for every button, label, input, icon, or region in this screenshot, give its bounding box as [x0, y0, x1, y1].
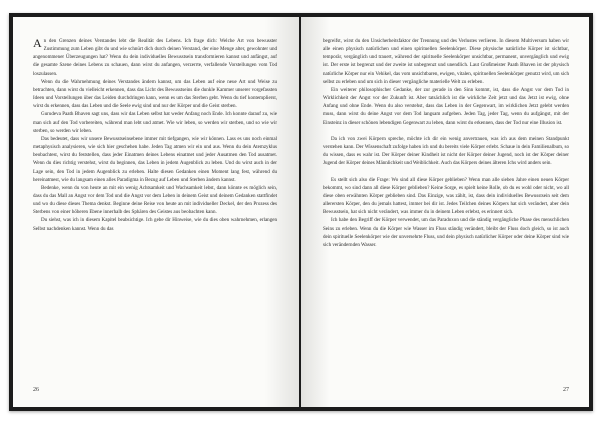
right-paragraph: Ein weiterer philosophischer Gedanke, der zur gerade in den Sinn kommt, ist, dass die Angst vor dem Tod in Wirklichkeit der Angst vor der Zukunft ist. Aber tatsächlich ist die wirkliche Zeit jetzt und das Jetzt ist ewig, ohne Anfang und ohne Ende. Wenn du also verstehst, dass das Leben in der Gegenwart, im wirklichen Jetzt gelebt werden muss, dann wirst du deine Angst vor dem Tod langsam aufgeben. Jeden Tag, jeder Tag, wenn du aufgängst, mit der Einsteinz in dieser schönen lebendigen Gegenwart zu leben, dann wirst du erkennen, dass der Tod nur eine Illusion ist.	[323, 86, 569, 126]
left-paragraph-1-text: n den Grenzen deines Verstandes lebt die Realität des Lebens. Ich frage dich: Welche Art von bewusster Zustimmung zum Leben gibt du und wie schnürt dich durch deinen Verstand, der eine Menge alter, gewohnter und angenommener Überzeugungen hat? Wenn du dein individuelles Bewusstsein transformieren kannst und anfängst, auf die gesamte Szene deines Lebens zu schauen, dann wirst du anfangen, verzerrte, verfallende Vorstellungen vom Tod loszulassen.	[33, 38, 277, 77]
book-spread	[9, 13, 593, 411]
right-page-number: 27	[563, 387, 569, 393]
right-paragraph: Da ich von zwei Körpern spreche, möchte ich dir ein wenig anvertrauen, was ich aus dem meinen Standpunkt verstehen kann. Der Wissenschaft zufolge haben ich und du bereits viele Körper erlebt. Schaue in dein Familienalbum, so du wissen, dass es wahr ist. Der Körper deiner Kindheit ist nicht der Körper deiner Jugend, noch ist der Körper deiner Jugend der Körper deines Männlichkeit und Weiblichkeit. Auch das Körpers deines älteren Ichs wird anders sein.	[323, 135, 569, 167]
left-paragraph: Das bedeutet, dass wir unsere Bewusstseinsebene immer mit tiefgangen, wie wir können. Lass es uns noch einmal metaphysisch analysieren, wie sich hier geschehen habe. Jeden Tag atmen wir ein und aus. Wenn du dein Atemzyklus beobachtest, wirst du feststellen, dass jeder Einatmen deines Lebens einatmet und jeder Ausatmen den Tod ausatmet. Wenn du dies richtig verstehst, wirst du beginnen, das Leben in jedem Augenblick zu leben. Und du wirst auch in der Lage sein, den Tod in jedem Augenblick zu erleben. Halte diesen Gedanken einen Moment lang fest, während du hereinatmest, wie du langsam einen alles Paradigma in Bezug auf Leben und Sterben ändern kannst.	[33, 135, 277, 183]
left-paragraph: Wenn du die Wahrnehmung deines Verstandes ändern kannst, um das Leben auf eine neue Art und Weise zu betrachten, dann wirst du vielleicht erkennen, dass das Licht des Bewusstseins die dunkle Kammer unserer vorgefassten Ideen und Vorstellungen über das Leiden durchdringen kann, wenn es um das Sterben geht. Wenn du tief kontemplierst, wirst du erkennen, dass das Leben und die Seele ewig sind und nur der Körper und die Geist sterben.	[33, 78, 277, 110]
right-paragraph: Ich habe den Begriff der Körper verwendet, um das Paradoxon und die ständig vergängliche Phase des menschlichen Seins zu erleben. Wenn du die Körper wie Wasser im Fluss ständig verändert, bleibt der Fluss doch gleich, so ist auch dein spirituelle Seelenkörper wie der unversehrte Fluss, und dein physisch natürlicher Körper oder deine Körper sind wie sich verändernden Wasser.	[323, 217, 569, 248]
right-paragraph-1: begreifst, wirst du den Unsicherheitsfaktor der Trennung und des Verlustes verlieren. In diesem Multiversum haben wir alle einen physisch natürlichen und einen spirituellen Seelenkörper. Diese physische natürliche Körper ist sichtbar, temporär, vergänglich und trauert, während der spirituelle Seelenkörper unsichtbar, permanent, unvergänglich und ewig ist. Der erste ist begrenzt und der zweite ist unbegrenzt und unendlich. Laut Großmeister Paath Bhaven ist der physisch natürliche Körper nur ein Vehikel, das vom unsichtbaren, ewigen, vitalen, spirituellen Seelenkörper genutzt wird, um sich selbst zu erleben und um sich in dieser vergängliche materielle Welt zu erleben.	[323, 38, 569, 85]
left-paragraph-1	[33, 37, 277, 78]
left-paragraph: Gurudeva Paath Bhaven sagt uns, dass wir das Leben selbst hat weder Anfang noch Ende. Ich konnte darauf zu, wie man sich auf den Tod vorbereiten, während man lebt und atmet. Wie wir leben, so werden wir sterben, und so wie wir sterben, so werden wir leben.	[33, 111, 277, 134]
left-page	[13, 17, 299, 407]
left-page-number: 26	[33, 387, 39, 393]
left-page-text	[33, 37, 277, 369]
drop-cap: A	[33, 37, 42, 50]
right-page	[301, 17, 589, 407]
left-paragraph: Du siehst, was ich in diesem Kapitel beabsichtige. Ich gebe dir Hinweise, wie du dies oben wahrnehmen, erlangen Selbst nachdenken kannst. Wenn du das	[33, 217, 277, 232]
left-paragraph: Bedenke, wenn du von heute an mit ein wenig Achtsamkeit und Wachsamkeit lebst, dann könnte es möglich sein, dass du das Mall an Angst vor dem Tod und die Angst vor dem Leben in deinem Geist und deinem Gedanken stattfindet und wo du diese dieses Thema denkst. Beginne deine Reise von heute an mit individueller Deckel, der den Prozess des Sterbens von einer höheren Ebene innerhalb des Sphären des Geistes aus beobachten kann.	[33, 184, 277, 216]
right-page-text	[323, 37, 569, 369]
right-paragraph: Es stellt sich also die Frage: Wo sind all diese Körper geblieben? Wenn man alle sieben Jahre einen neuen Körper bekommt, wo sind dann all diese Körper geblieben? Keine Sorge, es spielt keine Rolle, ob du es wohl oder nicht, wo all diese oben erwähnten Körper geblieben sind. Das Einzige, was zählt, ist, dass dein individuelles Bewusstsein seit dem allerersten Körper, den du jemals hattest, immer bei dir ist. Jedes Teilchen deines Körpers hat sich verändert, aber dein Bewusstsein, hat sich nicht verändert, was immer du in deinem Leben erlebst, es erinnert sich.	[323, 176, 569, 216]
